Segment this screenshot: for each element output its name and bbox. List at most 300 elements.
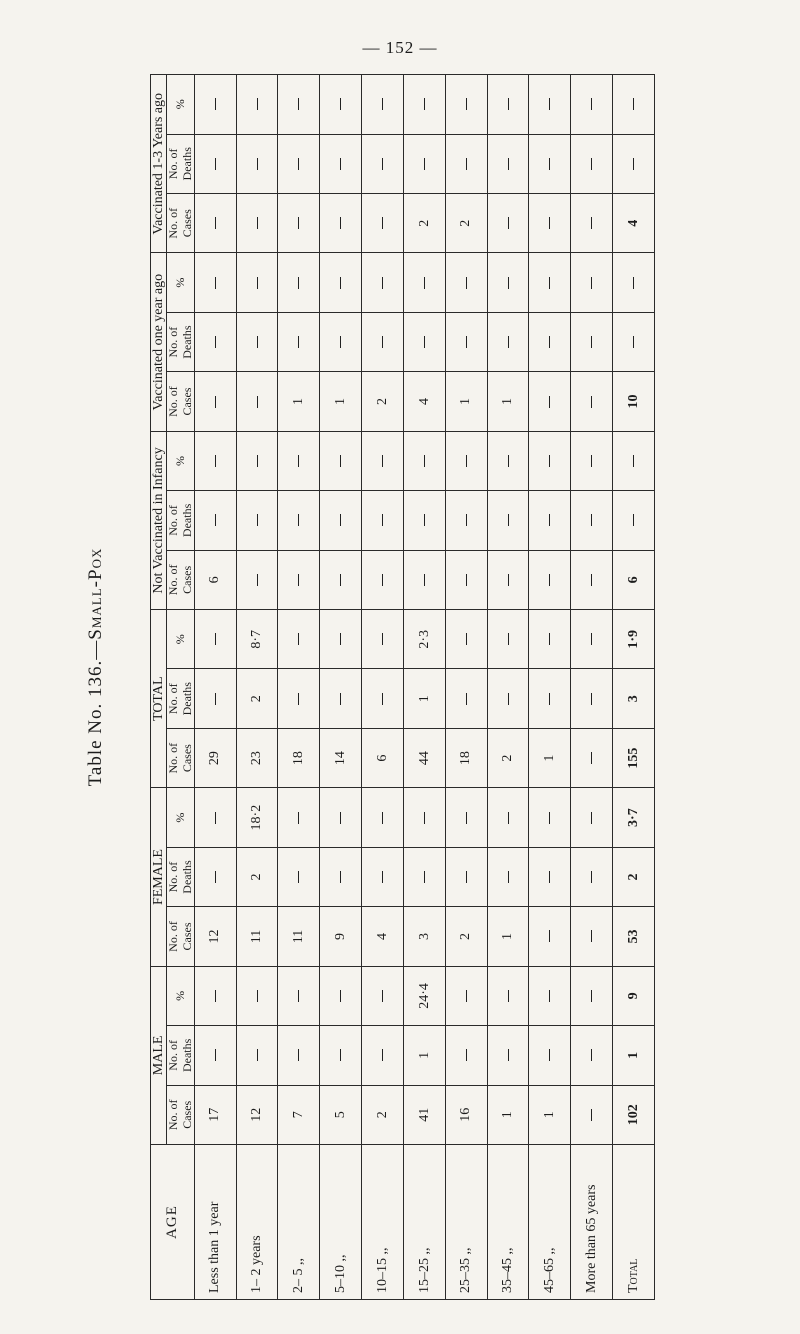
subheader-cases: No. of Cases [167,550,194,609]
empty-cell-dash [487,75,529,135]
dash-mark [424,871,425,883]
value-cell: 44 [403,728,445,787]
empty-cell-dash [362,610,404,669]
empty-cell-dash [529,253,571,312]
value-cell: 2 [362,1085,404,1144]
value-cell: 16 [445,1085,487,1144]
empty-cell-dash [529,610,571,669]
value-cell: 41 [403,1085,445,1144]
dash-mark [340,217,341,229]
value-cell: 1 [613,1026,655,1085]
empty-cell-dash [278,966,320,1025]
value-cell: 6 [194,550,236,609]
empty-cell-dash [487,194,529,253]
group-header-female: FEMALE [151,788,167,966]
dash-mark [633,336,634,348]
age-header: AGE [151,1145,195,1300]
dash-mark [591,336,592,348]
table-title-main: Small-Pox [85,547,106,640]
empty-cell-dash [487,610,529,669]
dash-mark [466,990,467,1002]
dash-mark [633,158,634,170]
dash-mark [298,98,299,110]
dash-mark [466,633,467,645]
empty-cell-dash [278,194,320,253]
empty-cell-dash [571,372,613,431]
empty-cell-dash [403,431,445,490]
empty-cell-dash [362,312,404,371]
value-cell: 11 [278,907,320,966]
dash-mark [591,217,592,229]
dash-mark [298,812,299,824]
empty-cell-dash [487,847,529,906]
age-cell: Less than 1 year [194,1145,236,1300]
dash-mark [382,871,383,883]
value-cell: 1 [487,372,529,431]
value-cell: 2 [403,194,445,253]
dash-mark [257,336,258,348]
dash-mark [508,455,509,467]
value-cell: 1 [487,1085,529,1144]
empty-cell-dash [194,610,236,669]
subheader-cases: No. of Cases [167,907,194,966]
dash-mark [549,98,550,110]
dash-mark [549,990,550,1002]
dash-mark [424,574,425,586]
dash-mark [382,1049,383,1061]
value-cell: 6 [613,550,655,609]
empty-cell-dash [571,491,613,550]
value-cell: 18 [278,728,320,787]
value-cell: 2 [487,728,529,787]
dash-mark [424,277,425,289]
empty-cell-dash [445,966,487,1025]
dash-mark [298,277,299,289]
age-cell: 35–45 ,, [487,1145,529,1300]
empty-cell-dash [236,491,278,550]
empty-cell-dash [571,312,613,371]
dash-mark [591,633,592,645]
dash-mark [466,871,467,883]
age-cell: 2– 5 ,, [278,1145,320,1300]
dash-mark [591,930,592,942]
dash-mark [591,277,592,289]
dash-mark [549,871,550,883]
empty-cell-dash [236,312,278,371]
dash-mark [382,98,383,110]
dash-mark [298,455,299,467]
dash-mark [424,455,425,467]
subheader-deaths: No. of Deaths [167,1026,194,1085]
smallpox-table [150,74,655,1300]
empty-cell-dash [278,75,320,135]
empty-cell-dash [236,372,278,431]
empty-cell-dash [487,550,529,609]
dash-mark [549,930,550,942]
value-cell: 3 [403,907,445,966]
age-cell: 25–35 ,, [445,1145,487,1300]
value-cell: 2 [445,907,487,966]
empty-cell-dash [529,312,571,371]
empty-cell-dash [445,253,487,312]
empty-cell-dash [236,1026,278,1085]
dash-mark [298,990,299,1002]
dash-mark [591,990,592,1002]
value-cell: 2 [613,847,655,906]
empty-cell-dash [445,431,487,490]
empty-cell-dash [529,907,571,966]
dash-mark [508,990,509,1002]
empty-cell-dash [571,847,613,906]
subheader-cases: No. of Cases [167,728,194,787]
age-cell: More than 65 years [571,1145,613,1300]
dash-mark [382,514,383,526]
table-title [85,548,107,787]
empty-cell-dash [278,847,320,906]
empty-cell-dash [529,550,571,609]
empty-cell-dash [320,431,362,490]
empty-cell-dash [194,194,236,253]
dash-mark [382,217,383,229]
dash-mark [508,871,509,883]
dash-mark [549,217,550,229]
dash-mark [549,336,550,348]
value-cell: 5 [320,1085,362,1144]
subheader-deaths: No. of Deaths [167,847,194,906]
value-cell: 18·2 [236,788,278,847]
table-row [571,75,613,1300]
empty-cell-dash [571,788,613,847]
dash-mark [549,396,550,408]
empty-cell-dash [445,847,487,906]
value-cell: 14 [320,728,362,787]
dash-mark [215,1049,216,1061]
value-cell: 29 [194,728,236,787]
empty-cell-dash [362,253,404,312]
dash-mark [508,574,509,586]
dash-mark [633,98,634,110]
empty-cell-dash [571,75,613,135]
empty-cell-dash [194,966,236,1025]
empty-cell-dash [194,491,236,550]
group-header-vaccinated-one-year: Vaccinated one year ago [151,253,167,431]
group-header-vaccinated-1-3-years: Vaccinated 1-3 Years ago [151,75,167,253]
empty-cell-dash [320,75,362,135]
dash-mark [549,574,550,586]
dash-mark [591,1109,592,1121]
empty-cell-dash [362,966,404,1025]
empty-cell-dash [613,491,655,550]
empty-cell-dash [445,550,487,609]
dash-mark [424,812,425,824]
empty-cell-dash [571,550,613,609]
dash-mark [591,455,592,467]
dash-mark [215,336,216,348]
dash-mark [549,514,550,526]
value-cell: 8·7 [236,610,278,669]
dash-mark [257,98,258,110]
dash-mark [215,693,216,705]
empty-cell-dash [362,75,404,135]
dash-mark [298,158,299,170]
value-cell: 11 [236,907,278,966]
dash-mark [340,633,341,645]
dash-mark [215,98,216,110]
dash-mark [508,1049,509,1061]
empty-cell-dash [236,134,278,193]
empty-cell-dash [445,610,487,669]
empty-cell-dash [278,134,320,193]
empty-cell-dash [403,550,445,609]
value-cell: 155 [613,728,655,787]
dash-mark [591,871,592,883]
value-cell: 2·3 [403,610,445,669]
dash-mark [257,277,258,289]
dash-mark [466,574,467,586]
dash-mark [508,633,509,645]
value-cell: 17 [194,1085,236,1144]
dash-mark [508,217,509,229]
dash-mark [340,514,341,526]
table-row [320,75,362,1300]
group-header-not-vaccinated: Not Vaccinated in Infancy [151,431,167,609]
dash-mark [382,336,383,348]
value-cell: 1 [445,372,487,431]
dash-mark [549,277,550,289]
dash-mark [382,693,383,705]
empty-cell-dash [194,669,236,728]
table-row [529,75,571,1300]
empty-cell-dash [362,134,404,193]
dash-mark [466,158,467,170]
value-cell: 18 [445,728,487,787]
empty-cell-dash [487,253,529,312]
value-cell: 2 [445,194,487,253]
empty-cell-dash [529,134,571,193]
empty-cell-dash [571,431,613,490]
value-cell: 4 [362,907,404,966]
dash-mark [215,277,216,289]
empty-cell-dash [194,372,236,431]
dash-mark [298,1049,299,1061]
empty-cell-dash [194,847,236,906]
subheader-cases: No. of Cases [167,1085,194,1144]
dash-mark [340,336,341,348]
value-cell: 2 [236,669,278,728]
dash-mark [215,990,216,1002]
dash-mark [424,336,425,348]
subheader-percent: % [167,75,194,135]
empty-cell-dash [320,1026,362,1085]
empty-cell-dash [613,75,655,135]
value-cell: 1 [278,372,320,431]
dash-mark [508,158,509,170]
dash-mark [298,574,299,586]
empty-cell-dash [362,491,404,550]
dash-mark [591,158,592,170]
dash-mark [466,693,467,705]
value-cell: 7 [278,1085,320,1144]
empty-cell-dash [571,966,613,1025]
empty-cell-dash [487,431,529,490]
table-row [445,75,487,1300]
age-cell: 5–10 ,, [320,1145,362,1300]
subheader-percent: % [167,788,194,847]
empty-cell-dash [487,1026,529,1085]
empty-cell-dash [529,491,571,550]
dash-mark [298,217,299,229]
dash-mark [215,514,216,526]
table-row [362,75,404,1300]
subheader-percent: % [167,966,194,1025]
empty-cell-dash [194,431,236,490]
value-cell: 10 [613,372,655,431]
empty-cell-dash [194,134,236,193]
group-header-row [151,75,167,1300]
empty-cell-dash [194,788,236,847]
dash-mark [591,812,592,824]
dash-mark [382,455,383,467]
value-cell: 1 [320,372,362,431]
empty-cell-dash [487,966,529,1025]
empty-cell-dash [362,788,404,847]
dash-mark [257,990,258,1002]
empty-cell-dash [194,75,236,135]
dash-mark [549,1049,550,1061]
dash-mark [382,277,383,289]
value-cell: 2 [236,847,278,906]
empty-cell-dash [487,134,529,193]
empty-cell-dash [571,610,613,669]
dash-mark [340,277,341,289]
table-row [194,75,236,1300]
empty-cell-dash [320,847,362,906]
dash-mark [424,98,425,110]
dash-mark [340,574,341,586]
subheader-deaths: No. of Deaths [167,491,194,550]
dash-mark [508,514,509,526]
value-cell: 9 [320,907,362,966]
dash-mark [382,812,383,824]
empty-cell-dash [403,253,445,312]
empty-cell-dash [529,194,571,253]
dash-mark [508,812,509,824]
value-cell: 102 [613,1085,655,1144]
value-cell: 1·9 [613,610,655,669]
empty-cell-dash [529,372,571,431]
table-title-prefix: Table No. 136.— [85,639,106,787]
dash-mark [340,158,341,170]
dash-mark [298,336,299,348]
empty-cell-dash [529,847,571,906]
dash-mark [591,514,592,526]
dash-mark [549,158,550,170]
value-cell: 12 [194,907,236,966]
empty-cell-dash [403,491,445,550]
subheader-deaths: No. of Deaths [167,312,194,371]
dash-mark [340,455,341,467]
dash-mark [340,871,341,883]
dash-mark [340,990,341,1002]
dash-mark [591,574,592,586]
empty-cell-dash [362,194,404,253]
empty-cell-dash [445,134,487,193]
empty-cell-dash [529,75,571,135]
subheader-deaths: No. of Deaths [167,134,194,193]
value-cell: 3·7 [613,788,655,847]
dash-mark [424,158,425,170]
value-cell: 1 [403,1026,445,1085]
empty-cell-dash [445,75,487,135]
empty-cell-dash [403,75,445,135]
value-cell: 1 [529,1085,571,1144]
group-header-total: TOTAL [151,610,167,788]
dash-mark [215,455,216,467]
empty-cell-dash [278,550,320,609]
empty-cell-dash [362,550,404,609]
empty-cell-dash [529,431,571,490]
dash-mark [466,1049,467,1061]
empty-cell-dash [278,1026,320,1085]
dash-mark [382,633,383,645]
empty-cell-dash [320,669,362,728]
dash-mark [382,574,383,586]
empty-cell-dash [613,134,655,193]
table-row [403,75,445,1300]
empty-cell-dash [320,788,362,847]
dash-mark [633,455,634,467]
empty-cell-dash [236,253,278,312]
dash-mark [340,812,341,824]
table-body [194,75,654,1300]
subheader-percent: % [167,253,194,312]
dash-mark [340,98,341,110]
dash-mark [508,98,509,110]
empty-cell-dash [362,431,404,490]
empty-cell-dash [487,312,529,371]
empty-cell-dash [571,1026,613,1085]
dash-mark [466,455,467,467]
dash-mark [340,693,341,705]
dash-mark [257,217,258,229]
age-cell: 15–25 ,, [403,1145,445,1300]
empty-cell-dash [320,610,362,669]
dash-mark [508,277,509,289]
empty-cell-dash [571,728,613,787]
empty-cell-dash [529,669,571,728]
empty-cell-dash [529,966,571,1025]
dash-mark [508,336,509,348]
empty-cell-dash [194,312,236,371]
dash-mark [215,812,216,824]
empty-cell-dash [613,312,655,371]
sub-header-row [167,75,194,1300]
dash-mark [257,158,258,170]
empty-cell-dash [571,907,613,966]
empty-cell-dash [529,788,571,847]
subheader-cases: No. of Cases [167,194,194,253]
empty-cell-dash [445,669,487,728]
value-cell: 9 [613,966,655,1025]
empty-cell-dash [320,134,362,193]
empty-cell-dash [278,491,320,550]
empty-cell-dash [403,788,445,847]
dash-mark [633,277,634,289]
empty-cell-dash [362,1026,404,1085]
empty-cell-dash [445,491,487,550]
empty-cell-dash [278,253,320,312]
empty-cell-dash [487,491,529,550]
